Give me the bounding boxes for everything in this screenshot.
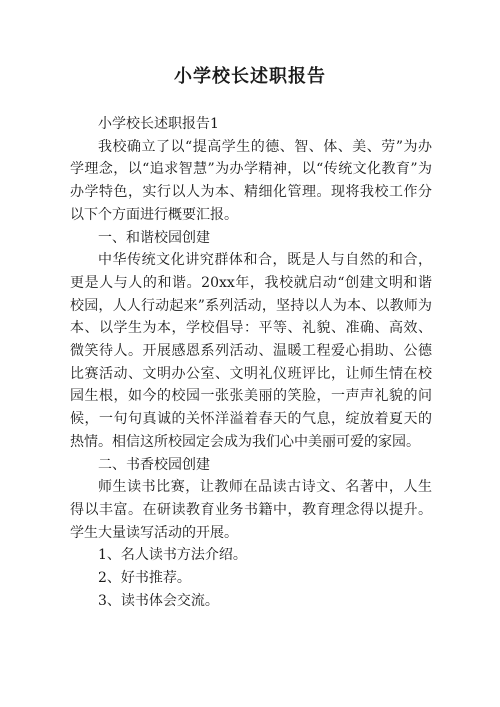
report-subtitle: 小学校长述职报告1 xyxy=(98,116,219,132)
intro-paragraph: 我校确立了以“提高学生的德、智、体、美、劳”为办学理念，以“追求智慧”为办学精神，以“传统文化教育”为办学特色，实行以人为本、精细化管理。现将我校工作分以下个方面进行概要汇报。 xyxy=(70,138,432,223)
section-heading-harmony: 一、和谐校园创建 xyxy=(98,229,210,246)
reading-paragraph: 师生读书比赛，让教师在品读古诗文、名著中，人生得以丰富。在研读教育业务书籍中，教育理念得以提升。学生大量读写活动的开展。 xyxy=(70,479,432,541)
list-item: 3、读书体会交流。 xyxy=(98,592,219,609)
list-item: 2、好书推荐。 xyxy=(98,570,191,587)
list-item: 1、名人读书方法介绍。 xyxy=(98,547,247,564)
document-title: 小学校长述职报告 xyxy=(174,66,326,87)
section-heading-reading: 二、书香校园创建 xyxy=(98,456,210,473)
harmony-paragraph: 中华传统文化讲究群体和合，既是人与自然的和合，更是人与人的和谐。20xx年，我校就启动“创建文明和谐校园，人人行动起来”系列活动，坚持以人为本、以教师为本、以学生为本，学校倡导：平等、礼貌、准确、高效、微笑待人。开展感恩系列活动、温暖工程爱心捐助、公德比赛活动、文明办公室、文明礼仪班评比，让师生情在校园生根，如今的校园一张张美丽的笑脸，一声声礼貌的问候，一句句真诚的关怀洋溢着春天的气息，绽放着夏天的热情。相信这所校园定会成为我们心中美丽可爱的家园。 xyxy=(70,252,432,450)
document-body xyxy=(70,113,432,612)
